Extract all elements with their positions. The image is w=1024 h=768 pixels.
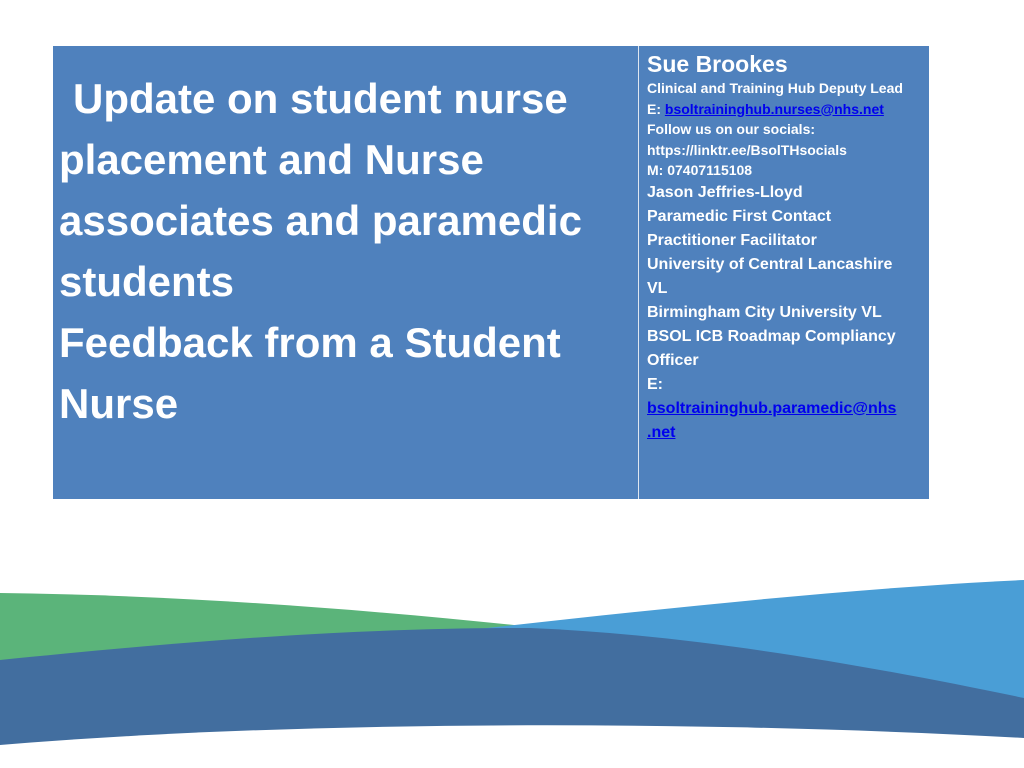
jason-line-3: University of Central Lancashire [647,255,893,273]
contact-mobile-sue: M: 07407115108 [647,162,753,178]
jason-line-7: Officer [647,351,699,369]
content-table [53,46,929,499]
title-line-1: Update on student nurse [73,75,568,122]
decorative-waves [0,580,1024,768]
email-prefix: E: [647,100,665,117]
email-link-nurses[interactable]: bsoltraininghub.nurses@nhs.net [664,100,884,117]
email-link-paramedic-line-1[interactable]: bsoltraininghub.paramedic@nhs [647,399,897,417]
email-link-paramedic-line-2[interactable]: .net [647,423,676,441]
title-cell [53,46,639,499]
title-line-4: students [59,258,235,305]
jason-line-4: VL [647,279,668,297]
contact-email-line-sue [647,99,923,120]
contact-role-sue: Clinical and Training Hub Deputy Lead [647,80,903,96]
jason-line-2: Practitioner Facilitator [647,231,817,249]
socials-url: https://linktr.ee/BsolTHsocials [647,141,847,158]
jason-line-5: Birmingham City University VL [647,303,882,321]
email-prefix-jason: E: [647,375,663,393]
contact-name-jason: Jason Jeffries-Lloyd [647,183,803,201]
contact-name-sue: Sue Brookes [647,51,788,77]
title-line-2: placement and Nurse [59,136,484,183]
jason-line-6: BSOL ICB Roadmap Compliancy [647,327,896,345]
socials-label: Follow us on our socials: [647,121,816,137]
title-line-5: Feedback from a Student [59,319,561,366]
contacts-cell [639,46,929,499]
title-line-6: Nurse [59,380,179,427]
title-line-3: associates and paramedic [59,197,582,244]
jason-line-1: Paramedic First Contact [647,207,832,225]
